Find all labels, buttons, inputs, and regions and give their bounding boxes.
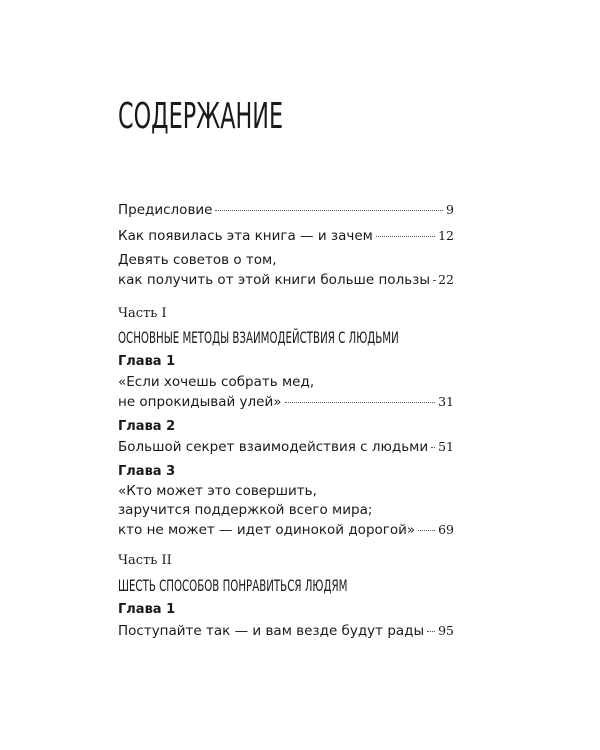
part-title: ОСНОВНЫЕ МЕТОДЫ ВЗАИМОДЕЙСТВИЯ С ЛЮДЬМИ [118, 328, 399, 347]
toc-entry-foreword[interactable] [118, 200, 454, 220]
entry-text: как получить от этой книги больше пользы [118, 272, 430, 288]
toc-entry-nine-tips[interactable] [118, 251, 454, 290]
toc-entry-part1-chapter1[interactable] [118, 373, 454, 412]
entry-text: заручится поддержкой всего мира; [118, 502, 373, 518]
page-number: 12 [438, 228, 454, 243]
chapter-label: Глава 1 [118, 602, 176, 617]
leader-dots [376, 236, 435, 237]
page-number: 69 [438, 522, 454, 537]
entry-text: Предисловие [118, 202, 213, 218]
page-number: 51 [438, 439, 454, 454]
leader-dots [418, 530, 435, 531]
toc-entry-part1-chapter2[interactable] [118, 437, 454, 457]
entry-text: Как появилась эта книга — и зачем [118, 228, 373, 244]
toc-entry-how-book-appeared[interactable] [118, 226, 454, 246]
chapter-label: Глава 1 [118, 354, 176, 369]
leader-dots [431, 447, 435, 448]
leader-dots [285, 402, 436, 403]
page-number: 22 [438, 272, 454, 287]
chapter-label: Глава 2 [118, 419, 176, 434]
entry-text: не опрокидывай улей» [118, 394, 282, 410]
part-title: ШЕСТЬ СПОСОБОВ ПОНРАВИТЬСЯ ЛЮДЯМ [118, 576, 348, 595]
toc-entry-part2-chapter1[interactable] [118, 621, 454, 641]
leader-dots [427, 631, 435, 632]
toc-title: СОДЕРЖАНИЕ [118, 96, 284, 137]
toc-entry-part1-chapter3[interactable] [118, 482, 454, 540]
entry-text: Девять советов о том, [118, 252, 277, 268]
entry-text: «Кто может это совершить, [118, 483, 317, 499]
entry-text: Поступайте так — и вам везде будут рады [118, 623, 425, 639]
part-label: Часть I [118, 306, 167, 321]
entry-text: кто не может — идет одинокой дорогой» [118, 522, 416, 538]
page-number: 31 [438, 394, 454, 409]
part-label: Часть II [118, 553, 172, 568]
chapter-label: Глава 3 [118, 464, 176, 479]
leader-dots [215, 210, 443, 211]
entry-text: Большой секрет взаимодействия с людьми [118, 439, 429, 455]
page-number: 9 [446, 202, 454, 217]
entry-text: «Если хочешь собрать мед, [118, 374, 315, 390]
leader-dots [433, 280, 435, 281]
page-number: 95 [438, 623, 454, 638]
